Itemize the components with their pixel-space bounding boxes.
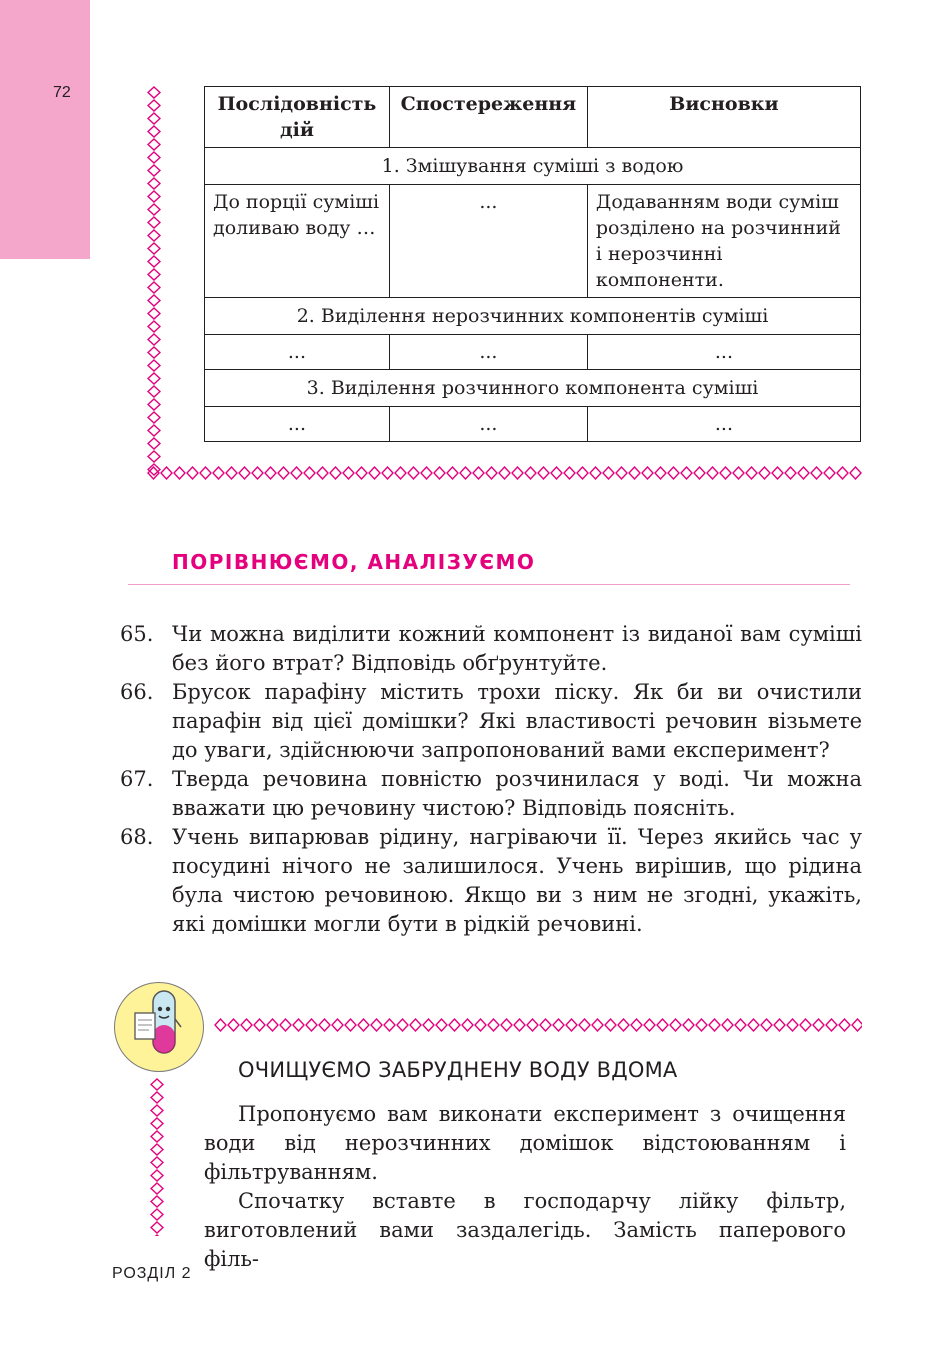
diamond-border-left — [150, 1078, 164, 1236]
table-cell: ... — [389, 185, 587, 298]
table-cell: ... — [587, 407, 860, 442]
table-cell: ... — [587, 335, 860, 370]
table-cell: Додаванням води суміш розділено на розчинний і нерозчинні компоненти. — [587, 185, 860, 298]
table-step-title-row — [205, 370, 861, 407]
table-cell: ... — [389, 335, 587, 370]
experiment-paragraph: Пропонуємо вам виконати експеримент з очищення води від нерозчинних домішок відстоюванням і фільтруванням. — [204, 1102, 846, 1184]
question-list — [120, 620, 862, 939]
experiment-heading: ОЧИЩУЄМО ЗАБРУДНЕНУ ВОДУ ВДОМА — [238, 1058, 678, 1082]
question-number: 66. — [120, 680, 154, 704]
question-text: Брусок парафіну містить трохи піску. Як би ви очистили парафін від цієї домішки? Які властивості речовин візьмете до уваги, здійснюючи запропонований вами експеримент? — [172, 680, 862, 762]
table-cell: ... — [389, 407, 587, 442]
question-item — [120, 823, 862, 939]
question-item — [120, 678, 862, 765]
table-step-title-row — [205, 298, 861, 335]
table-cell: До порції суміші доливаю воду … — [205, 185, 390, 298]
question-text: Учень випарював рідину, нагріваючи її. Через якийсь час у посудині нічого не залишилося. Учень вирішив, що рідина була чистою речовиною. Якщо ви з ним не згодні, укажіть, які домішки могли бути в рідкій речовині. — [172, 825, 862, 936]
observation-table — [204, 86, 861, 442]
diamond-border-bottom — [147, 466, 862, 480]
experiment-paragraph: Спочатку вставте в господарчу лійку фільтр, виготовлений вами заздалегідь. Замість паперового філь- — [204, 1189, 846, 1271]
table-step-title-row — [205, 148, 861, 185]
table-cell: ... — [205, 407, 390, 442]
question-text: Чи можна виділити кожний компонент із виданої вам суміші без його втрат? Відповідь обґрунтуйте. — [172, 622, 862, 675]
table-header-cell: Висновки — [587, 87, 860, 148]
table-cell: ... — [205, 335, 390, 370]
table-row — [205, 407, 861, 442]
table-header-cell: Послідовність дій — [205, 87, 390, 148]
question-item — [120, 620, 862, 678]
table-header-cell: Спостереження — [389, 87, 587, 148]
table-step-title: 3. Виділення розчинного компонента суміші — [205, 370, 861, 407]
diamond-border-left — [147, 86, 161, 476]
question-number: 65. — [120, 622, 154, 646]
section-heading: ПОРІВНЮЄМО, АНАЛІЗУЄМО — [172, 550, 536, 574]
test-tube-mascot-icon — [114, 982, 204, 1072]
table-header-row — [205, 87, 861, 148]
diamond-border-top — [214, 1018, 862, 1032]
table-row — [205, 335, 861, 370]
question-number: 68. — [120, 825, 154, 849]
table-row — [205, 185, 861, 298]
table-step-title: 2. Виділення нерозчинних компонентів суміші — [205, 298, 861, 335]
question-item — [120, 765, 862, 823]
page-tab-decoration — [0, 0, 90, 259]
chapter-footer: РОЗДІЛ 2 — [112, 1265, 192, 1282]
question-text: Тверда речовина повністю розчинилася у воді. Чи можна вважати цю речовину чистою? Відповідь поясніть. — [172, 767, 862, 820]
page-number: 72 — [53, 84, 71, 101]
section-divider — [128, 584, 850, 585]
table-step-title: 1. Змішування суміші з водою — [205, 148, 861, 185]
question-number: 67. — [120, 767, 154, 791]
